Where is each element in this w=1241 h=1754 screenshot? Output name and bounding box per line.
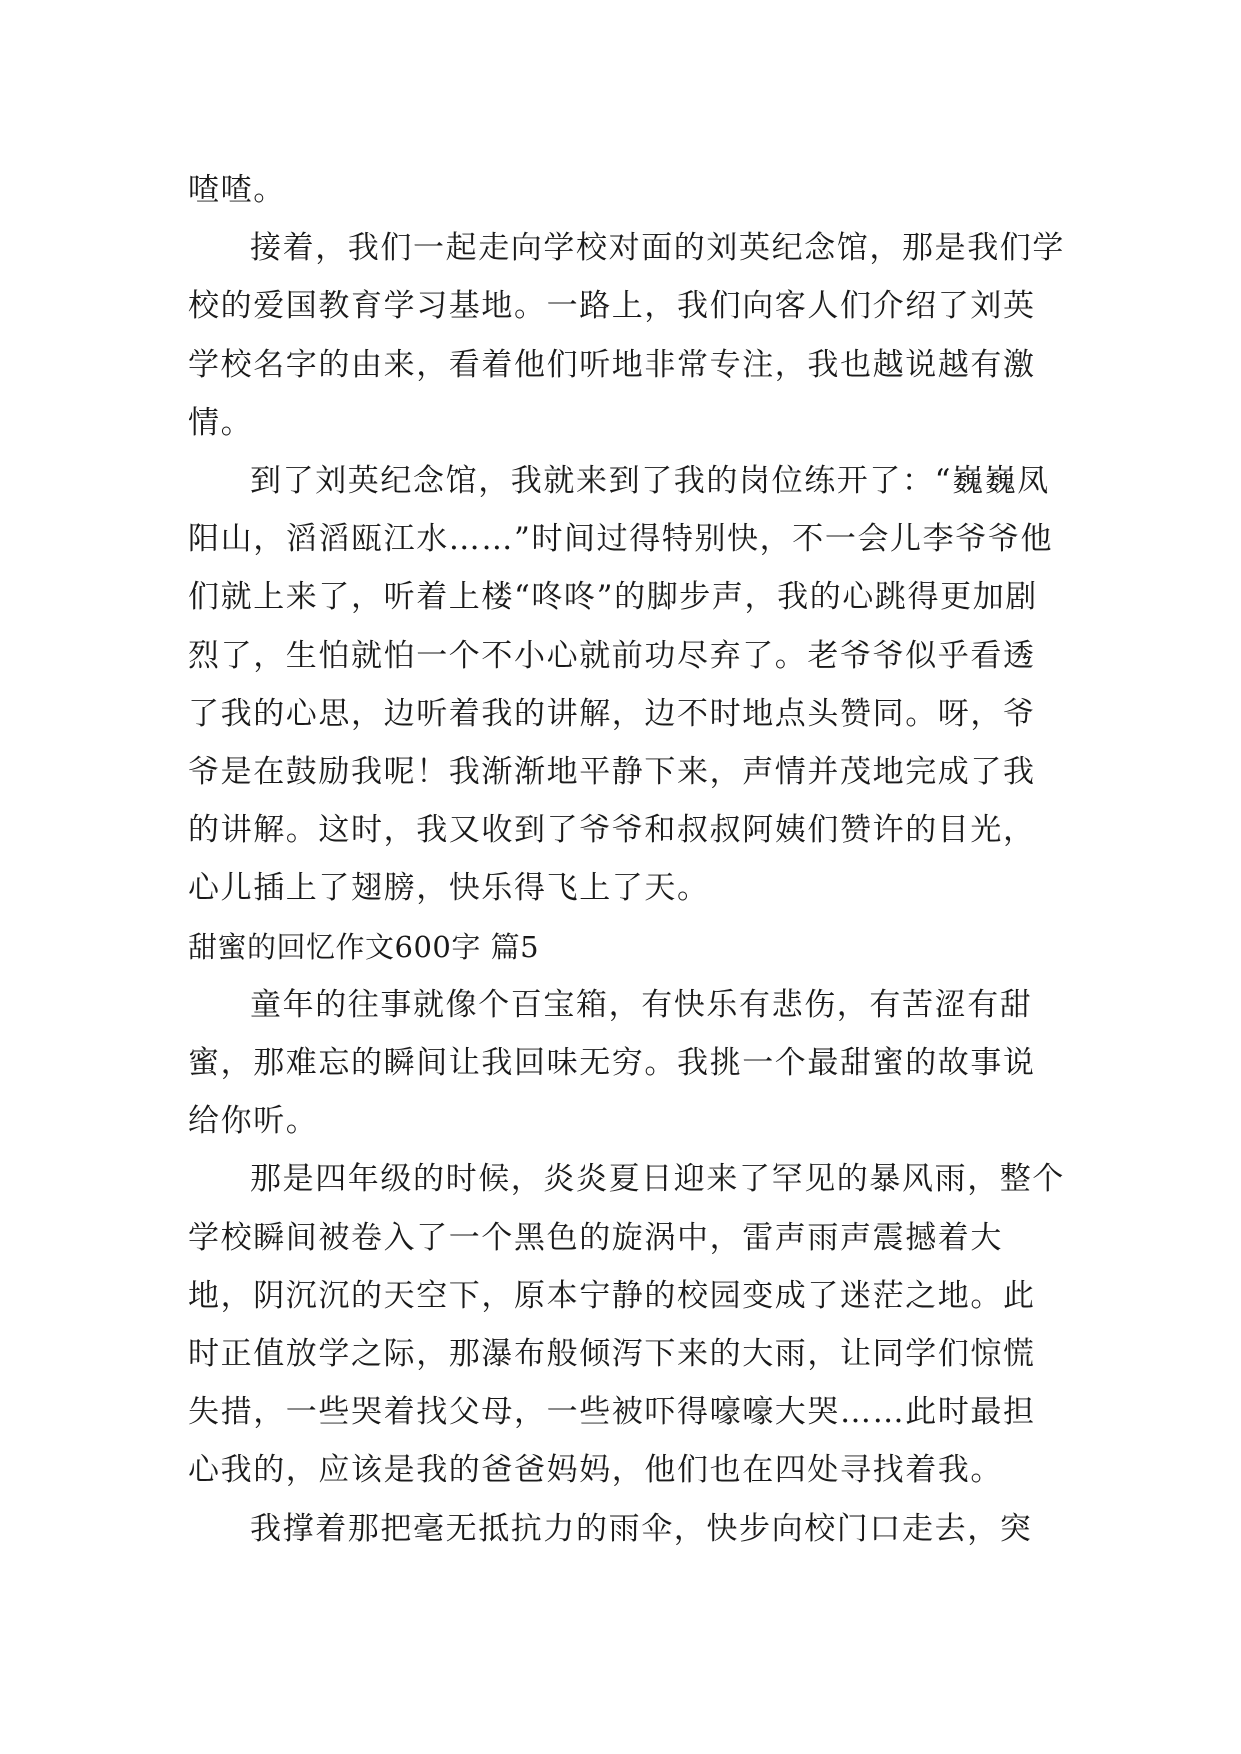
document-body	[188, 161, 1068, 1558]
paragraph-continuation: 喳喳。	[188, 172, 286, 208]
section-heading: 甜蜜的回忆作文600字 篇5	[188, 929, 540, 964]
paragraph-memorial-walk: 接着，我们一起走向学校对面的刘英纪念馆，那是我们学校的爱国教育学习基地。一路上，我们向客人们介绍了刘英学校名字的由来，看着他们听地非常专注，我也越说越有激情。	[188, 230, 1065, 441]
paragraph-childhood-intro: 童年的往事就像个百宝箱，有快乐有悲伤，有苦涩有甜蜜，那难忘的瞬间让我回味无穷。我挑一个最甜蜜的故事说给你听。	[188, 986, 1036, 1140]
paragraph-umbrella: 我撑着那把毫无抵抗力的雨伞，快步向校门口走去，突	[250, 1510, 1033, 1547]
paragraph-guide-explanation: 到了刘英纪念馆，我就来到了我的岗位练开了：“巍巍凤阳山，滔滔瓯江水……”时间过得特别快，不一会儿李爷爷他们就上来了，听着上楼“咚咚”的脚步声，我的心跳得更加剧烈了，生怕就怕一个不小心就前功尽弃了。老爷爷似乎看透了我的心思，边听着我的讲解，边不时地点头赞同。呀，爷爷是在鼓励我呢！我渐渐地平静下来，声情并茂地完成了我的讲解。这时，我又收到了爷爷和叔叔阿姨们赞许的目光，心儿插上了翅膀，快乐得飞上了天。	[188, 463, 1054, 907]
paragraph-storm: 那是四年级的时候，炎炎夏日迎来了罕见的暴风雨，整个学校瞬间被卷入了一个黑色的旋涡中，雷声雨声震撼着大地，阴沉沉的天空下，原本宁静的校园变成了迷茫之地。此时正值放学之际，那瀑布般倾泻下来的大雨，让同学们惊慌失措，一些哭着找父母，一些被吓得嚎嚎大哭……此时最担心我的，应该是我的爸爸妈妈，他们也在四处寻找着我。	[188, 1161, 1065, 1489]
